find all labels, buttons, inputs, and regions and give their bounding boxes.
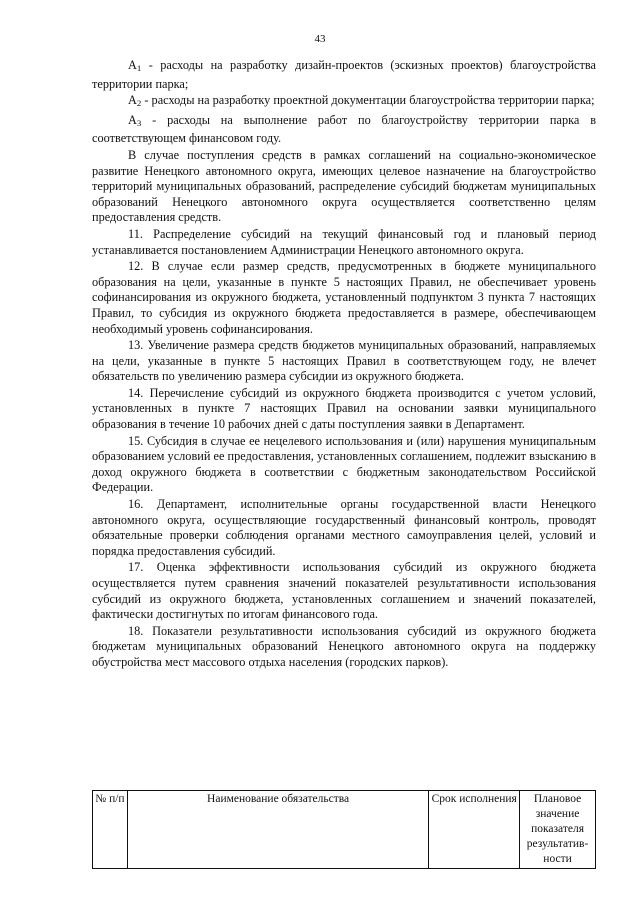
paragraph-14: 14. Перечисление субсидий из окружного бюджета производится с учетом условий, установленных в пункте 7 настоящих Правил на основании заявки муниципального образования в течение 10 рабочих дней с даты поступления заявки в Департамент.	[92, 385, 596, 432]
term-text: - расходы на разработку дизайн-проектов (эскизных проектов) благоустройства территории парка;	[92, 58, 596, 91]
paragraph-12: 12. В случае если размер средств, предусмотренных в бюджете муниципального образования на цели, указанные в пункте 5 настоящих Правил, не обеспечивает уровень софинансирования из окружного бюджета, установленный подпунктом 3 пункта 7 настоящих Правил, то субсидия из окружного бюджета предоставляется в размере, обеспечивающем необходимый уровень софинансирования.	[92, 259, 596, 336]
paragraph-15: 15. Субсидия в случае ее нецелевого использования и (или) нарушения муниципальным образованием условий ее предоставления, установленных соглашением, подлежит взысканию в доход окружного бюджета в соответствии с бюджетным законодательством Российской Федерации.	[92, 433, 596, 495]
obligations-table	[92, 790, 596, 869]
paragraph-17: 17. Оценка эффективности использования субсидий из окружного бюджета осуществляется путем сравнения значений показателей результативности использования субсидий из окружного бюджета, установленных соглашением и значений показателей, фактически достигнутых по итогам финансового года.	[92, 560, 596, 622]
formula-term-a1	[92, 58, 596, 92]
term-subscript: 2	[136, 98, 142, 109]
document-body	[92, 58, 596, 672]
header-deadline: Срок исполнения	[429, 791, 520, 869]
term-symbol: A	[128, 112, 137, 127]
term-text: - расходы на выполнение работ по благоустройству территории парка в соответствующем финансовом году.	[92, 112, 596, 146]
term-subscript: 3	[136, 117, 142, 128]
paragraph-agreement-funds: В случае поступления средств в рамках соглашений на социально-экономическое развитие Ненецкого автономного округа, имеющих целевое назначение на благоустройство территорий муниципальных образований, распределение субсидий бюджетам муниципальных образований Ненецкого автономного округа осуществляется соответственно целям предоставления средств.	[92, 147, 596, 225]
formula-term-a3	[92, 113, 596, 147]
paragraph-11: 11. Распределение субсидий на текущий финансовый год и плановый период устанавливается постановлением Администрации Ненецкого автономного округа.	[92, 226, 596, 257]
paragraph-16: 16. Департамент, исполнительные органы государственной власти Ненецкого автономного округа, осуществляющие государственный финансовый контроль, проводят обязательные проверки соблюдения органами местного самоуправления целей, условий и порядка предоставления субсидий.	[92, 497, 596, 558]
paragraph-13: 13. Увеличение размера средств бюджетов муниципальных образований, направляемых на цели, указанные в пункте 5 настоящих Правил в соответствующем году, не влечет обязательств по увеличению размера субсидии из окружного бюджета.	[92, 338, 596, 384]
term-symbol: A	[128, 93, 137, 108]
table-header-row	[93, 791, 596, 869]
header-obligation-name: Наименование обязательства	[127, 791, 429, 869]
paragraph-18: 18. Показатели результативности использования субсидий из окружного бюджета бюджетам муниципальных образований Ненецкого автономного округа на поддержку обустройства мест массового отдыха населения (городских парков).	[92, 623, 596, 669]
term-text: - расходы на разработку проектной документации благоустройства территории парка;	[141, 93, 595, 108]
header-planned-value: Плановое значение показателя результатив-ности	[520, 791, 596, 869]
formula-term-a2	[92, 93, 596, 112]
term-symbol: A	[128, 58, 137, 72]
page-number: 43	[314, 33, 326, 45]
term-subscript: 1	[136, 63, 142, 73]
header-number: № п/п	[93, 791, 128, 869]
